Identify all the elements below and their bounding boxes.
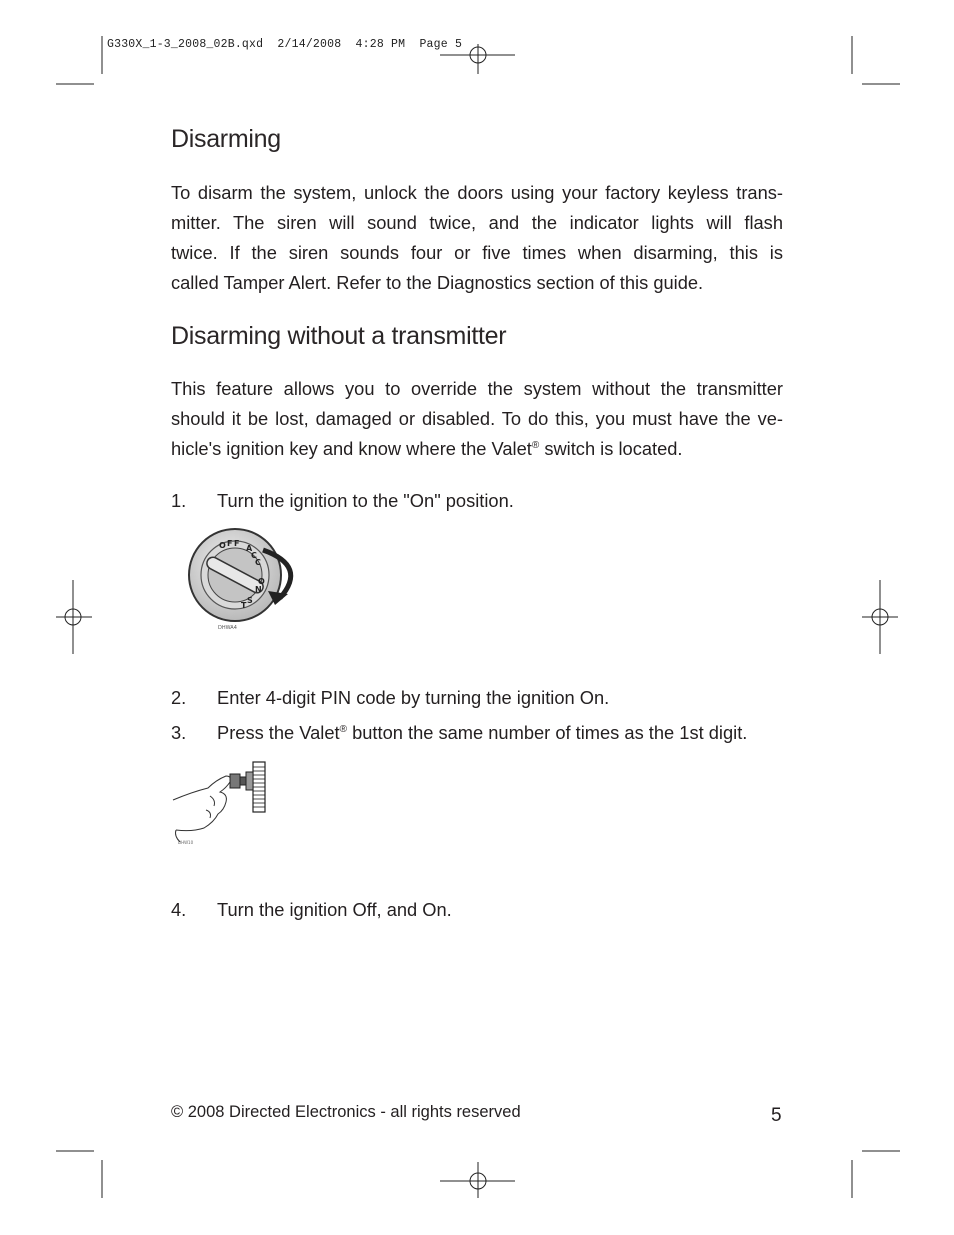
ignition-letter: F: [227, 539, 233, 548]
ignition-letter: O: [258, 577, 265, 586]
ignition-letter: C: [255, 558, 261, 567]
paragraph-line: mitter. The siren will sound twice, and the indicator lights will flash: [171, 212, 783, 233]
file-slug: G330X_1-3_2008_02B.qxd 2/14/2008 4:28 PM Page 5: [107, 38, 463, 51]
ignition-letter: F: [234, 539, 240, 548]
step-text: Press the Valet: [217, 722, 340, 743]
valet-button-press-illustration: [170, 758, 275, 850]
figure-code: DHW10: [178, 840, 194, 845]
paragraph-text: switch is located.: [539, 438, 683, 459]
step-text: Turn the ignition Off, and On.: [217, 899, 452, 920]
ignition-letter: T: [241, 601, 247, 610]
paragraph-line: To disarm the system, unlock the doors using your factory keyless trans-: [171, 182, 783, 203]
step-1: [171, 490, 514, 512]
step-text: button the same number of times as the 1st digit.: [347, 722, 748, 743]
step-3: [171, 722, 747, 744]
paragraph-disarming: [171, 178, 783, 298]
heading-disarming: Disarming: [171, 125, 281, 153]
registered-mark: ®: [531, 440, 540, 451]
paragraph-without-transmitter: [171, 374, 783, 464]
ignition-letter: C: [251, 551, 257, 560]
ignition-letter: N: [255, 585, 262, 594]
step-number: 3.: [171, 722, 187, 743]
paragraph-line: [171, 434, 783, 464]
page-number: 5: [771, 1105, 782, 1126]
registration-mark-bottom: [440, 1162, 515, 1198]
step-2: [171, 687, 609, 709]
step-number: 2.: [171, 687, 187, 708]
paragraph-text: hicle's ignition key and know where the Valet: [171, 438, 532, 459]
ignition-letter: O: [219, 541, 226, 550]
paragraph-line: This feature allows you to override the system without the transmitter: [171, 378, 783, 399]
figure-code: DHWA4: [218, 625, 237, 631]
step-4: [171, 899, 452, 921]
step-number: 4.: [171, 899, 187, 920]
paragraph-line: called Tamper Alert. Refer to the Diagnostics section of this guide.: [171, 272, 704, 293]
registered-mark: ®: [339, 724, 347, 735]
ignition-letter: S: [247, 596, 253, 605]
paragraph-line: twice. If the siren sounds four or five times when disarming, this is: [171, 242, 783, 263]
heading-disarming-without-transmitter: Disarming without a transmitter: [171, 322, 507, 350]
registration-mark-left: [56, 580, 92, 654]
paragraph-line: should it be lost, damaged or disabled. To do this, you must have the ve-: [171, 408, 783, 429]
registration-mark-right: [862, 580, 898, 654]
step-text: Turn the ignition to the "On" position.: [217, 490, 514, 511]
ignition-switch-illustration: [180, 528, 305, 638]
ignition-letter: A: [246, 544, 253, 553]
copyright-footer: © 2008 Directed Electronics - all rights reserved: [171, 1103, 521, 1121]
step-number: 1.: [171, 490, 187, 511]
step-text: Enter 4-digit PIN code by turning the ignition On.: [217, 687, 610, 708]
valet-switch-icon: [246, 762, 265, 812]
